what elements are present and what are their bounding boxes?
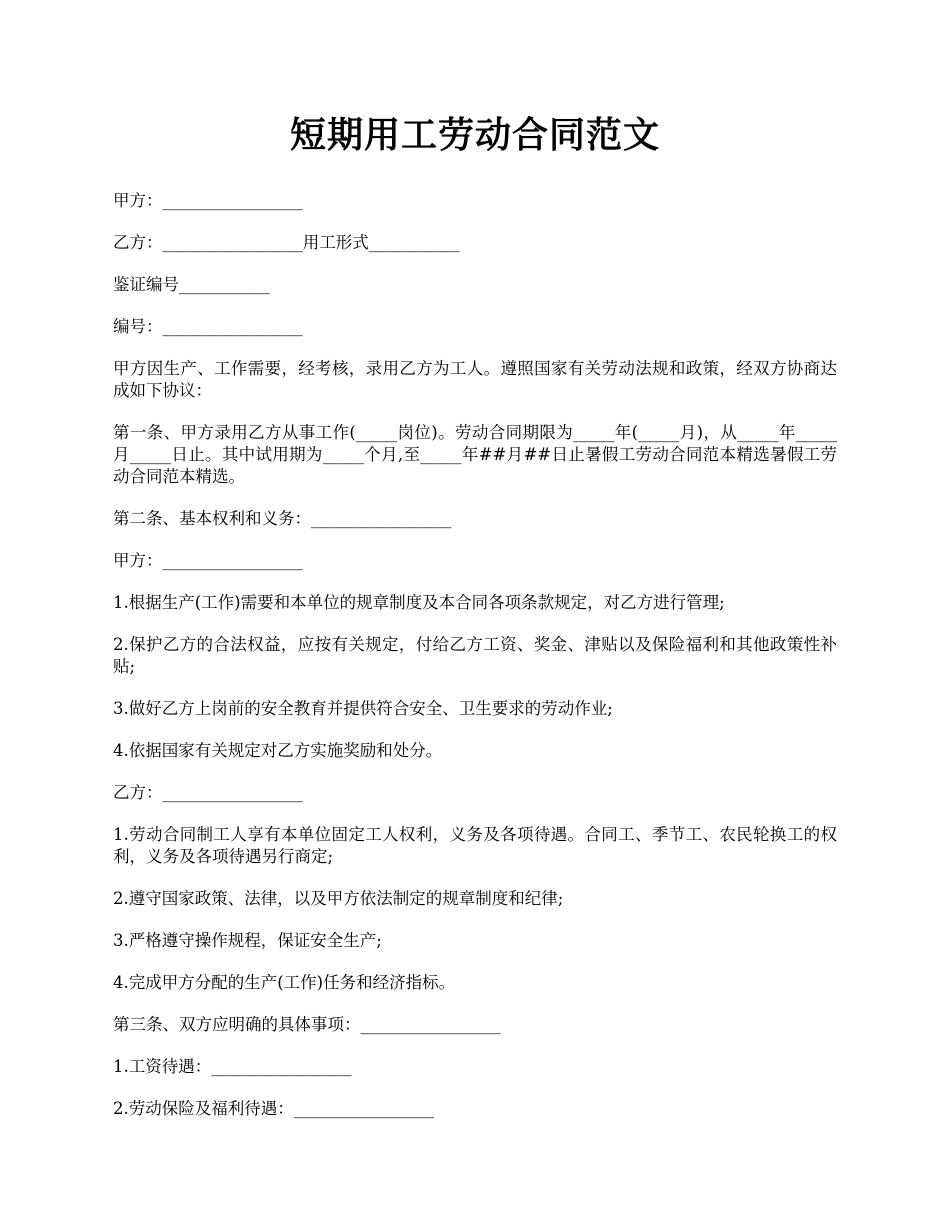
preamble-paragraph: 甲方因生产、工作需要，经考核，录用乙方为工人。遵照国家有关劳动法规和政策，经双方协商达成如下协议： xyxy=(113,359,837,400)
party-a-duties-heading: 甲方：_________________ xyxy=(113,551,303,570)
party-a-duty-3: 3.做好乙方上岗前的安全教育并提供符合安全、卫生要求的劳动作业; xyxy=(113,699,613,718)
article-3-item-1: 1.工资待遇：_________________ xyxy=(113,1057,352,1076)
document-title: 短期用工劳动合同范文 xyxy=(289,114,660,156)
article-2-heading: 第二条、基本权利和义务：_________________ xyxy=(113,509,452,528)
party-a-line: 甲方：_________________ xyxy=(113,191,303,210)
article-1-paragraph: 第一条、甲方录用乙方从事工作(_____岗位)。劳动合同期限为_____年(_____月)，从_____年_____月_____日止。其中试用期为_____个月,至_____年##月##日止暑假工劳动合同范本精选暑假工劳动合同范本精选。 xyxy=(113,423,837,486)
party-b-duties-heading: 乙方：_________________ xyxy=(113,783,303,802)
party-b-duty-2: 2.遵守国家政策、法律，以及甲方依法制定的规章制度和纪律; xyxy=(113,889,564,908)
party-b-duty-4: 4.完成甲方分配的生产(工作)任务和经济指标。 xyxy=(113,973,456,992)
party-b-line: 乙方：_________________用工形式___________ xyxy=(113,233,460,252)
party-b-duty-1: 1.劳动合同制工人享有本单位固定工人权利，义务及各项待遇。合同工、季节工、农民轮换工的权利，义务及各项待遇另行商定; xyxy=(113,825,837,866)
article-3-item-2: 2.劳动保险及福利待遇：_________________ xyxy=(113,1099,434,1118)
party-b-duty-3: 3.严格遵守操作规程，保证安全生产; xyxy=(113,931,382,950)
party-a-duty-4: 4.依据国家有关规定对乙方实施奖励和处分。 xyxy=(113,741,443,760)
party-a-duty-2: 2.保护乙方的合法权益，应按有关规定，付给乙方工资、奖金、津贴以及保险福利和其他政策性补贴; xyxy=(113,635,837,676)
article-3-heading: 第三条、双方应明确的具体事项：_________________ xyxy=(113,1015,501,1034)
party-a-duty-1: 1.根据生产(工作)需要和本单位的规章制度及本合同各项条款规定，对乙方进行管理; xyxy=(113,593,725,612)
contract-number-line: 编号：_________________ xyxy=(113,317,303,336)
verification-number-line: 鉴证编号___________ xyxy=(113,275,270,294)
